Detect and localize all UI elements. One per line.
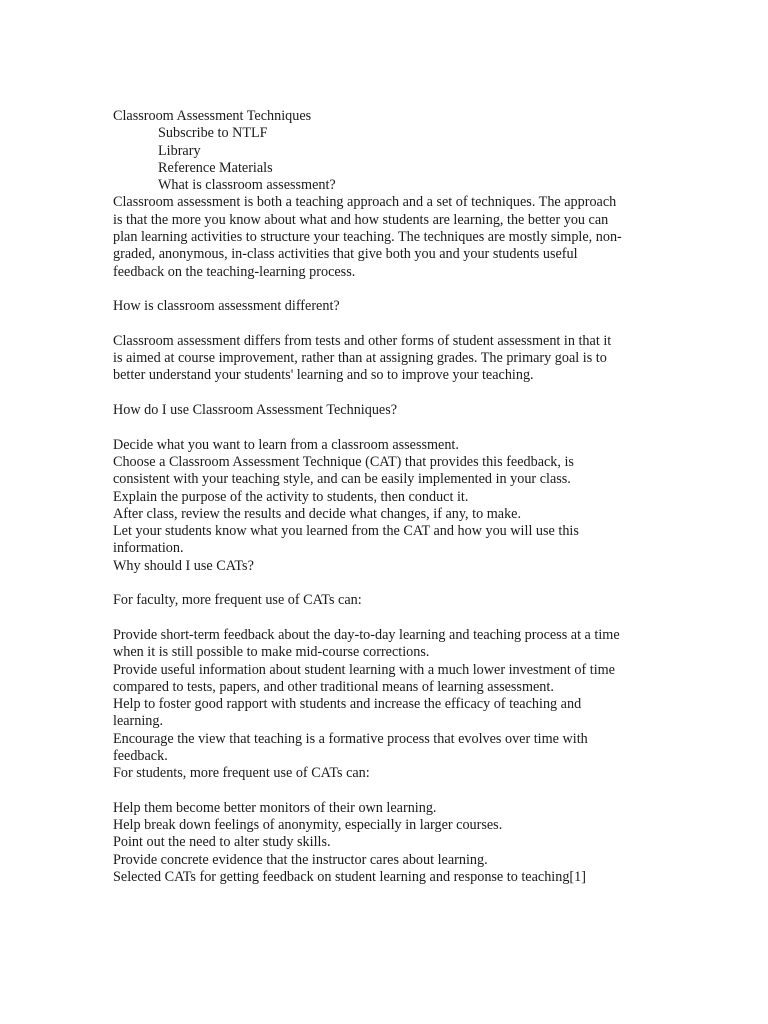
list-item: Help to foster good rapport with students and increase the efficacy of teaching and xyxy=(113,696,582,713)
text-line: plan learning activities to structure your teaching. The techniques are mostly simple, non- xyxy=(113,229,622,246)
list-item: Help break down feelings of anonymity, especially in larger courses. xyxy=(113,817,503,834)
list-item: learning. xyxy=(113,713,164,730)
list-item: Provide useful information about student learning with a much lower investment of time xyxy=(113,661,615,678)
text-line: Classroom assessment differs from tests and other forms of student assessment in that it xyxy=(113,332,612,349)
list-item: Let your students know what you learned from the CAT and how you will use this xyxy=(113,523,579,540)
list-item: Provide short-term feedback about the day-to-day learning and teaching process at a time xyxy=(113,626,620,643)
spacer xyxy=(113,783,658,800)
list-item: Point out the need to alter study skills. xyxy=(113,834,331,851)
heading-students: For students, more frequent use of CATs can: xyxy=(113,765,370,782)
nav-link-subscribe[interactable]: Subscribe to NTLF xyxy=(158,125,268,142)
document-title: Classroom Assessment Techniques xyxy=(113,108,312,124)
text-line: Classroom assessment is both a teaching approach and a set of techniques. The approach xyxy=(113,194,617,211)
text-line: is that the more you know about what and how students are learning, the better you can xyxy=(113,211,609,228)
list-item: Decide what you want to learn from a classroom assessment. xyxy=(113,436,459,453)
list-item: Help them become better monitors of their own learning. xyxy=(113,799,437,816)
text-line: better understand your students' learning and so to improve your teaching. xyxy=(113,367,534,384)
list-item: feedback. xyxy=(113,747,168,764)
spacer xyxy=(113,281,658,298)
nav-link-what-is-classroom-assessment[interactable]: What is classroom assessment? xyxy=(158,177,336,194)
text-line: graded, anonymous, in-class activities that give both you and your students useful xyxy=(113,246,578,263)
list-item: consistent with your teaching style, and can be easily implemented in your class. xyxy=(113,471,571,488)
spacer xyxy=(113,610,658,627)
list-item: Choose a Classroom Assessment Technique (CAT) that provides this feedback, is xyxy=(113,453,574,470)
spacer xyxy=(113,575,658,592)
list-item: Selected CATs for getting feedback on student learning and response to teaching[1] xyxy=(113,869,586,886)
list-item: when it is still possible to make mid-course corrections. xyxy=(113,644,430,661)
spacer xyxy=(113,316,658,333)
spacer xyxy=(113,419,658,436)
different-paragraph xyxy=(113,333,658,385)
nav-link-library[interactable]: Library xyxy=(158,142,201,159)
text-line: feedback on the teaching-learning process. xyxy=(113,263,356,280)
list-item: After class, review the results and decide what changes, if any, to make. xyxy=(113,505,522,522)
text-line: is aimed at course improvement, rather than at assigning grades. The primary goal is to xyxy=(113,350,607,367)
faculty-list xyxy=(113,627,658,783)
intro-paragraph xyxy=(113,194,658,280)
heading-faculty: For faculty, more frequent use of CATs can: xyxy=(113,592,362,609)
list-item: information. xyxy=(113,540,184,557)
heading-different: How is classroom assessment different? xyxy=(113,298,340,315)
list-item: Provide concrete evidence that the instructor cares about learning. xyxy=(113,851,488,868)
list-item: Explain the purpose of the activity to students, then conduct it. xyxy=(113,488,469,505)
student-list xyxy=(113,800,658,886)
spacer xyxy=(113,385,658,402)
heading-why: Why should I use CATs? xyxy=(113,557,254,574)
heading-use: How do I use Classroom Assessment Techniques? xyxy=(113,402,398,419)
list-item: Encourage the view that teaching is a formative process that evolves over time with xyxy=(113,730,588,747)
use-list xyxy=(113,437,658,575)
list-item: compared to tests, papers, and other traditional means of learning assessment. xyxy=(113,678,554,695)
document-page xyxy=(113,108,658,886)
nav-link-reference-materials[interactable]: Reference Materials xyxy=(158,159,273,176)
